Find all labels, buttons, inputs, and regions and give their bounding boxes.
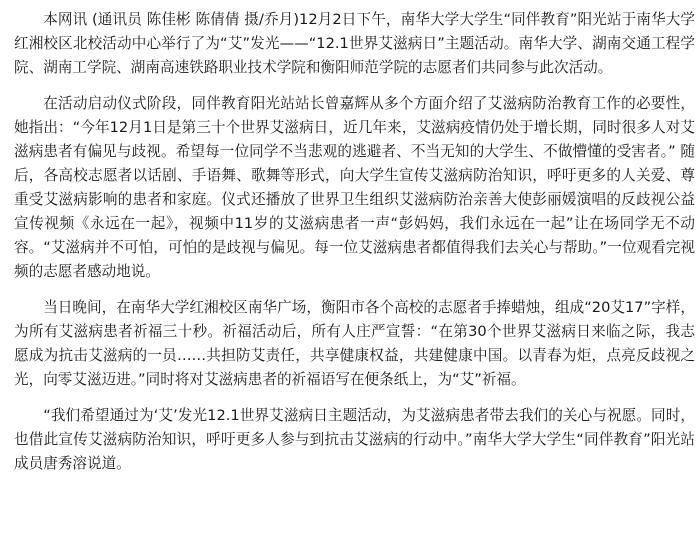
paragraph-evening: 当日晚间，在南华大学红湘校区南华广场，衡阳市各个高校的志愿者手捧蜡烛，组成“20艾17”字样，为所有艾滋病患者祈福三十秒。祈福活动后，所有人庄严宣誓：“在第30个世界艾滋病日来临之际，我志愿成为抗击艾滋病的一员……共担防艾责任，共享健康权益，共建健康中国。以青春为炬，点亮反歧视之光，向零艾滋迈进。”同时将对艾滋病患者的祈福语写在便条纸上，为“艾”祈福。 — [14, 299, 695, 388]
paragraph-quote: “我们希望通过为‘艾’发光12.1世界艾滋病日主题活动，为艾滋病患者带去我们的关心与祝愿。同时，也借此宣传艾滋病防治知识，呼吁更多人参与到抗击艾滋病的行动中。”南华大学大学生“同伴教育”阳光站成员唐秀溶说道。 — [14, 407, 695, 472]
paragraph-intro: 本网讯 (通讯员 陈佳彬 陈倩倩 摄/乔月)12月2日下午，南华大学大学生“同伴教育”阳光站于南华大学红湘校区北校活动中心举行了为“艾”发光——“12.1世界艾滋病日”主题活动。南华大学、湖南交通工程学院、湖南工学院、湖南高速铁路职业技术学院和衡阳师范学院的志愿者们共同参与此次活动。 — [14, 11, 695, 76]
article-body — [14, 8, 695, 488]
paragraph-ceremony: 在活动启动仪式阶段，同伴教育阳光站站长曾嘉辉从多个方面介绍了艾滋病防治教育工作的必要性，她指出：“今年12月1日是第三十个世界艾滋病日，近几年来，艾滋病疫情仍处于增长期，同时很多人对艾滋病患者有偏见与歧视。希望每一位同学不当悲观的逃避者、不当无知的大学生、不做懵懂的受害者。” 随后，各高校志愿者以话剧、手语舞、歌舞等形式，向大学生宣传艾滋病防治知识，呼吁更多的人关爱、尊重受艾滋病影响的患者和家庭。仪式还播放了世界卫生组织艾滋病防治亲善大使彭丽媛演唱的反歧视公益宣传视频《永远在一起》，视频中11岁的艾滋病患者一声“彭妈妈，我们永远在一起”让在场同学无不动容。“艾滋病并不可怕，可怕的是歧视与偏见。每一位艾滋病患者都值得我们去关心与帮助。”一位观看完视频的志愿者感动地说。 — [14, 95, 695, 280]
